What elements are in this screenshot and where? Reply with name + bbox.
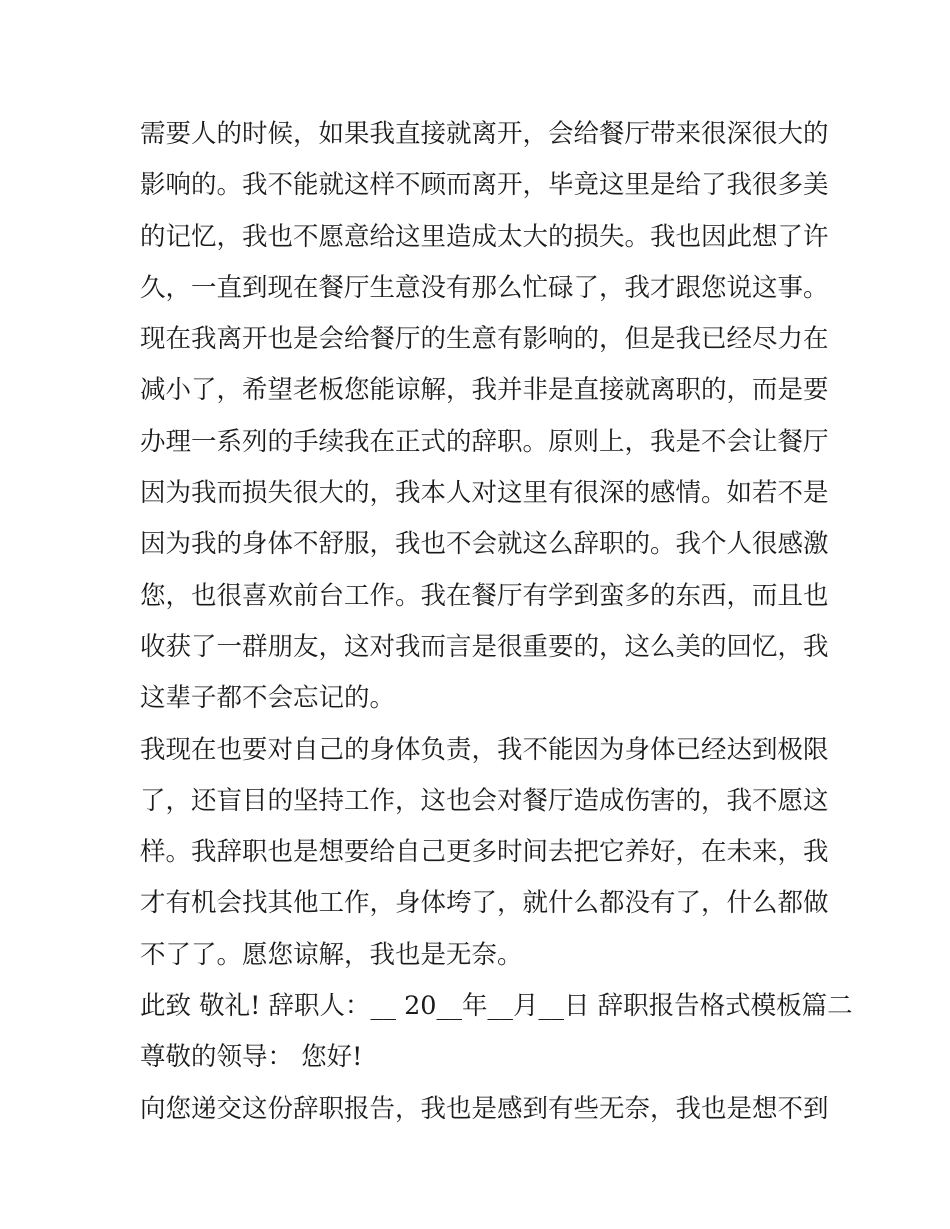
text-line: 了，还盲目的坚持工作，这也会对餐厅造成伤害的，我不愿这 <box>140 785 829 816</box>
text-line: 现在我离开也是会给餐厅的生意有影响的，但是我已经尽力在 <box>140 324 829 355</box>
text-line: 减小了，希望老板您能谅解，我并非是直接就离职的，而是要 <box>140 375 829 406</box>
text-line: 因为我而损失很大的，我本人对这里有很深的感情。如若不是 <box>140 478 829 509</box>
text-line: 办理一系列的手续我在正式的辞职。原则上，我是不会让餐厅 <box>140 426 829 457</box>
text-line: 需要人的时候，如果我直接就离开，会给餐厅带来很深很大的 <box>140 119 829 149</box>
text-line: 才有机会找其他工作，身体垮了，就什么都没有了，什么都做 <box>140 888 829 919</box>
text-line: 久，一直到现在餐厅生意没有那么忙碌了，我才跟您说这事。 <box>140 272 829 303</box>
text-line: 样。我辞职也是想要给自己更多时间去把它养好，在未来，我 <box>140 837 829 868</box>
text-line: 收获了一群朋友，这对我而言是很重要的，这么美的回忆，我 <box>140 631 829 662</box>
text-line: 您，也很喜欢前台工作。我在餐厅有学到蛮多的东西，而且也 <box>140 580 829 611</box>
text-line: 这辈子都不会忘记的。 <box>140 683 396 714</box>
salutation-line: 尊敬的领导： 您好! <box>140 1042 363 1073</box>
text-line: 影响的。我不能就这样不顾而离开，毕竟这里是给了我很多美 <box>140 170 829 201</box>
text-line: 的记忆，我也不愿意给这里造成太大的损失。我也因此想了许 <box>140 221 829 252</box>
closing-signature-line: 此致 敬礼! 辞职人：__ 20__年__月__日 辞职报告格式模板篇二 <box>140 991 853 1022</box>
text-line: 向您递交这份辞职报告，我也是感到有些无奈，我也是想不到 <box>140 1093 829 1124</box>
text-line: 我现在也要对自己的身体负责，我不能因为身体已经达到极限 <box>140 734 829 765</box>
text-line: 因为我的身体不舒服，我也不会就这么辞职的。我个人很感激 <box>140 529 829 560</box>
letter-body <box>140 109 853 1135</box>
text-line: 不了了。愿您谅解，我也是无奈。 <box>140 939 523 970</box>
